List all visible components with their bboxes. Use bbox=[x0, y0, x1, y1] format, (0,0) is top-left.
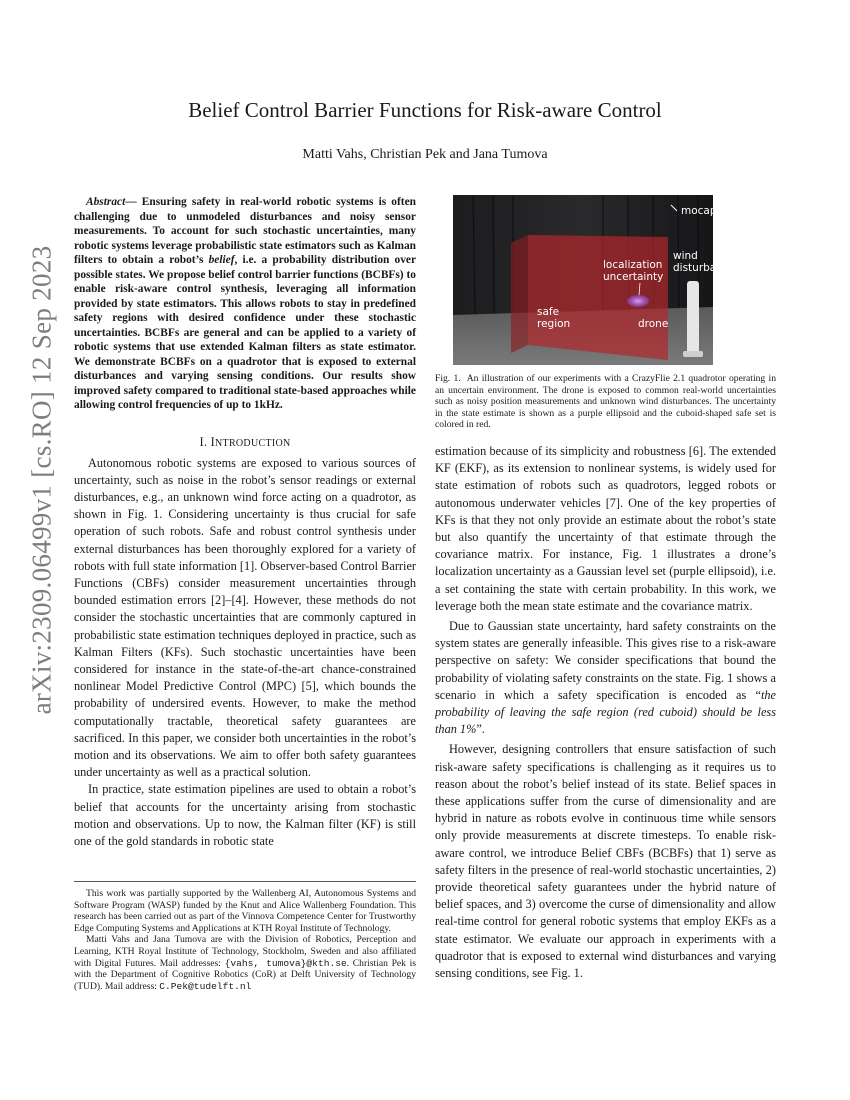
wind-fan-base bbox=[683, 351, 703, 357]
intro-paragraph-1: Autonomous robotic systems are exposed to various sources of uncertainty, such as noise in the robot’s sensor readings or external disturbances, e.g., an unknown wind force acting on a quadrotor, as shown in Fig. 1. Considering uncertainty is thus crucial for safe operation of such robots. Safe and robust control synthesis under external disturbances has been thoroughly explored for a variety of robots with full state information [1]. Observer-based Control Barrier Functions (CBFs) consider measurement uncertainties through bounded estimation errors [2]–[4]. However, these methods do not consider the stochastic uncertainties that are commonly captured in probabilistic state estimation techniques deployed in practice, such as Kalman Filters (KFs). Such stochastic uncertainties have been considered for instance in the state-of-the-art chance-constrained nonlinear Model Predictive Control (MPC) [5], which bounds the probability of undersired events. However, to make the method computationally tractable, theoretical safety guarantees are sacrificed. In this paper, we consider both uncertainties in the robot’s motion and its observations. We aim to offer both safety guarantees under uncertainty as well as a practical solution. bbox=[74, 455, 416, 780]
right-paragraph-2-a: Due to Gaussian state uncertainty, hard safety constraints on the system states are generally infeasible. This gives rise to a risk-aware perspective on safety: We consider specifications that bound the probability of violating safety constraints on the state. Fig. 1 shows a scenario in which a safety specification is encoded as “ bbox=[435, 619, 776, 702]
paper-authors: Matti Vahs, Christian Pek and Jana Tumova bbox=[302, 147, 548, 162]
section-title-rest: NTRODUCTION bbox=[215, 437, 291, 449]
footnote-affiliations bbox=[74, 934, 416, 992]
footnote-affil-text: Matti Vahs and Jana Tumova are with the Division of Robotics, Perception and Learning, KTH Royal Institute of Technology, Stockholm, Sweden and also affiliated with Digital Futures. Mail addresses: bbox=[74, 934, 416, 969]
footnote-mail-tud: C.Pek@tudelft.nl bbox=[159, 980, 252, 992]
abstract bbox=[74, 195, 416, 413]
left-column bbox=[74, 195, 416, 850]
label-drone: drone bbox=[638, 318, 669, 330]
right-paragraph-2-emph: the probability of leaving the safe region (red cuboid) should be less than 1% bbox=[435, 687, 776, 737]
figure-1-caption-label: Fig. 1. bbox=[435, 373, 461, 384]
label-localization-uncertainty: localization uncertainty bbox=[603, 259, 664, 283]
footnotes bbox=[74, 881, 416, 992]
wind-fan bbox=[687, 281, 699, 355]
abstract-text-2: , i.e. a probability distribution over possible states. We propose belief control barrier functions (BCBFs) to enable risk-aware control synthesis, leveraging all information provided by state estimators. This allows robots to stay in predefined safety regions with desired confidence under these stochastic uncertainties. BCBFs are general and can be applied to a variety of robotic systems that use extended Kalman filters as state estimator. We demonstrate BCBFs on a quadrotor that is exposed to external disturbances and varying sensing conditions. Our results show improved safety compared to traditional state-based approaches while allowing control frequencies of up to 1kHz. bbox=[74, 254, 417, 411]
safe-region-side bbox=[511, 235, 528, 353]
intro-paragraph-2: In practice, state estimation pipelines are used to obtain a robot’s belief that accounts for the uncertainty arising from stochastic motion and observations. Up to now, the Kalman filter (KF) is still one of the gold standards in robotic state bbox=[74, 782, 416, 848]
label-wind-disturbance: wind disturbance bbox=[673, 250, 736, 274]
abstract-emph: belief bbox=[208, 254, 235, 266]
figure-1-caption-text: An illustration of our experiments with a CrazyFlie 2.1 quadrotor operating in an uncertain environment. The drone is exposed to common real-world uncertainties such as noisy position measurements and unknown wind disturbances. The uncertainty in the state estimate is shown as a purple ellipsoid and the cuboid-shaped safe set is colored in red. bbox=[435, 373, 776, 431]
label-safe-region: safe region bbox=[537, 306, 571, 330]
right-paragraph-2-b: ”. bbox=[476, 722, 485, 737]
safe-region-cuboid bbox=[528, 235, 668, 360]
localization-ellipsoid bbox=[627, 295, 649, 307]
section-heading-introduction bbox=[74, 435, 416, 450]
right-paragraph-2 bbox=[435, 618, 776, 738]
right-column bbox=[435, 195, 776, 982]
label-mocap: mocap bbox=[681, 205, 717, 217]
paper-title: Belief Control Barrier Functions for Risk-aware Control bbox=[188, 98, 662, 122]
abstract-text: — Ensuring safety in real-world robotic systems is often challenging due to unmodeled disturbances and noisy sensor measurements. To account for such stochastic uncertainties, many robotic systems leverage probabilistic state estimators such as Kalman filters to obtain a robot’s bbox=[74, 196, 416, 266]
right-paragraph-1: estimation because of its simplicity and robustness [6]. The extended KF (EKF), as its extension to nonlinear systems, is widely used for state estimation of robots such as quadrotors, legged robots or autonomous underwater vehicles [7]. One of the key properties of KFs is that they not only provide an estimate about the robot’s state but also quantify the uncertainty of that estimate through the covariance matrix. For instance, Fig. 1 illustrates a drone’s localization uncertainty as a Gaussian level set (purple ellipsoid), i.e. a set containing the state with certain probability. In this work, we leverage both the mean state estimate and the covariance matrix. bbox=[435, 443, 776, 613]
figure-1-illustration bbox=[453, 195, 713, 365]
abstract-label: Abstract bbox=[86, 196, 126, 208]
right-paragraph-3: However, designing controllers that ensure satisfaction of such risk-aware safety specifications is challenging as it requires us to reason about the robot’s belief instead of its state. Belief spaces in these applications suffer from the curse of dimensionality and are hybrid in nature as robots evolve in continuous time while sensors only provide measurements at discrete timesteps. To enable risk-aware control, we introduce Belief CBFs (BCBFs) that 1) serve as safety filters in the presence of real-world stochastic uncertainties, 2) provide theoretical safety guarantees under the hybrid nature of belief spaces, and 3) overcome the curse of dimensionality and allow real-time control for general robotic systems that employ EKFs as a state estimator. We evaluate our approach in experiments with a quadrotor that is exposed to external wind disturbances and varying sensing conditions, see Fig. 1. bbox=[435, 742, 776, 981]
section-title-first: I bbox=[210, 434, 216, 449]
footnote-mail-kth: {vahs, tumova}@kth.se bbox=[224, 957, 347, 969]
footnote-funding: This work was partially supported by the Wallenberg AI, Autonomous Systems and Software Program (WASP) funded by the Knut and Alice Wallenberg Foundation. This research has been carried out as part of the Vinnova Competence Center for Trustworthy Edge Computing Systems and Applications at KTH Royal Institute of Technology. bbox=[74, 888, 416, 934]
figure-1-photo bbox=[453, 195, 736, 365]
figure-1-caption bbox=[435, 373, 776, 431]
footnote-affil-text-2: . Christian Pek is with the Department of Cognitive Robotics (CoR) at Delft University of Technology (TUD). Mail address: bbox=[74, 957, 416, 992]
section-number: I. bbox=[199, 434, 211, 449]
arxiv-identifier-text: arXiv:2309.06499v1 [cs.RO] 12 Sep 2023 bbox=[26, 245, 57, 715]
arxiv-identifier bbox=[17, 245, 67, 715]
